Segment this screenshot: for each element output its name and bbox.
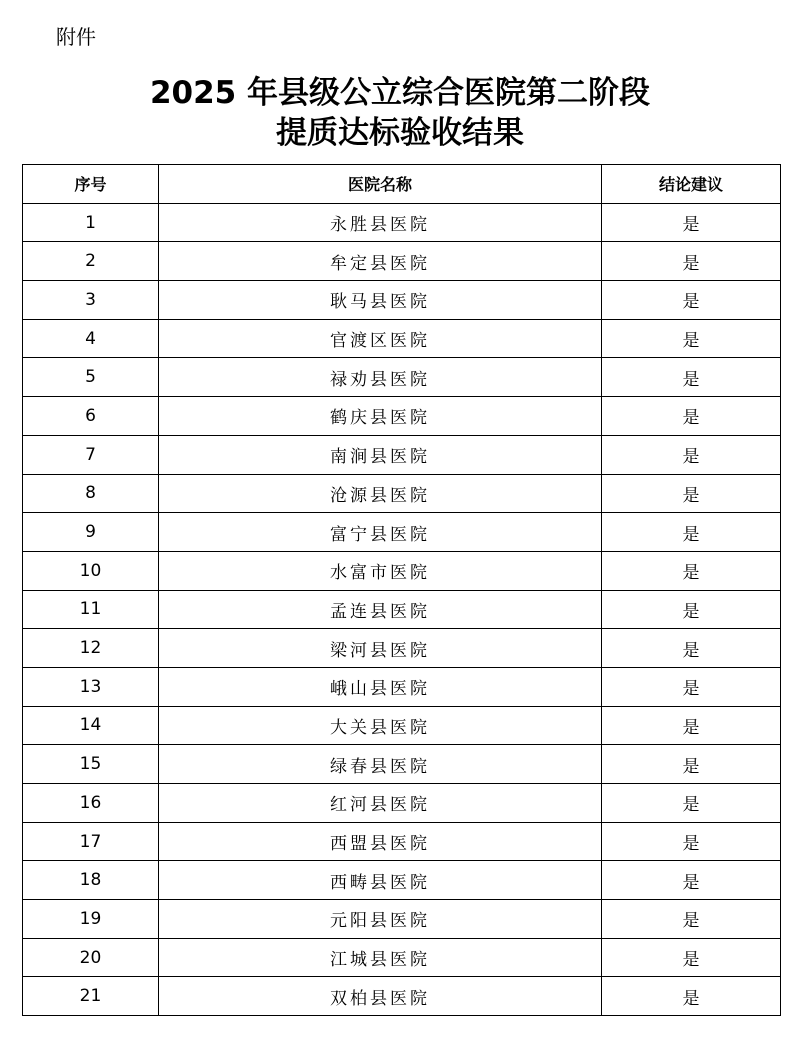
row-index: 13	[23, 667, 159, 706]
document-title	[0, 74, 800, 154]
row-conclusion: 是	[602, 513, 781, 552]
table-row	[23, 667, 781, 706]
row-hospital-name: 水富市医院	[159, 551, 602, 590]
table-row	[23, 590, 781, 629]
row-hospital-name: 孟连县医院	[159, 590, 602, 629]
row-hospital-name: 峨山县医院	[159, 667, 602, 706]
row-hospital-name: 牟定县医院	[159, 242, 602, 281]
table-header-row	[23, 165, 781, 204]
row-index: 6	[23, 397, 159, 436]
table-row	[23, 784, 781, 823]
row-index: 7	[23, 435, 159, 474]
row-hospital-name: 沧源县医院	[159, 474, 602, 513]
row-conclusion: 是	[602, 938, 781, 977]
table-row	[23, 242, 781, 281]
table-row	[23, 513, 781, 552]
row-index: 14	[23, 706, 159, 745]
row-conclusion: 是	[602, 435, 781, 474]
row-conclusion: 是	[602, 242, 781, 281]
table-row	[23, 629, 781, 668]
row-conclusion: 是	[602, 977, 781, 1016]
header-hospital-name: 医院名称	[159, 165, 602, 204]
table-row	[23, 203, 781, 242]
row-conclusion: 是	[602, 319, 781, 358]
table-row	[23, 822, 781, 861]
row-hospital-name: 南涧县医院	[159, 435, 602, 474]
row-index: 15	[23, 745, 159, 784]
row-conclusion: 是	[602, 861, 781, 900]
row-hospital-name: 江城县医院	[159, 938, 602, 977]
row-index: 11	[23, 590, 159, 629]
title-line-1: 2025 年县级公立综合医院第二阶段	[149, 75, 651, 111]
title-line-2: 提质达标验收结果	[276, 115, 524, 151]
row-index: 20	[23, 938, 159, 977]
row-conclusion: 是	[602, 667, 781, 706]
row-conclusion: 是	[602, 706, 781, 745]
table-row	[23, 706, 781, 745]
row-conclusion: 是	[602, 474, 781, 513]
row-index: 19	[23, 900, 159, 939]
row-index: 8	[23, 474, 159, 513]
row-index: 1	[23, 203, 159, 242]
table-row	[23, 977, 781, 1016]
row-index: 5	[23, 358, 159, 397]
row-index: 16	[23, 784, 159, 823]
row-index: 9	[23, 513, 159, 552]
row-index: 12	[23, 629, 159, 668]
row-hospital-name: 耿马县医院	[159, 281, 602, 320]
row-hospital-name: 富宁县医院	[159, 513, 602, 552]
row-index: 3	[23, 281, 159, 320]
row-index: 2	[23, 242, 159, 281]
row-hospital-name: 绿春县医院	[159, 745, 602, 784]
table-row	[23, 474, 781, 513]
table-row	[23, 319, 781, 358]
table-row	[23, 358, 781, 397]
row-conclusion: 是	[602, 590, 781, 629]
row-index: 18	[23, 861, 159, 900]
attachment-label: 附件	[56, 25, 96, 49]
header-conclusion: 结论建议	[602, 165, 781, 204]
row-conclusion: 是	[602, 745, 781, 784]
row-hospital-name: 永胜县医院	[159, 203, 602, 242]
table-row	[23, 397, 781, 436]
row-index: 17	[23, 822, 159, 861]
table-row	[23, 745, 781, 784]
table-row	[23, 900, 781, 939]
row-hospital-name: 西畴县医院	[159, 861, 602, 900]
row-conclusion: 是	[602, 551, 781, 590]
table-row	[23, 551, 781, 590]
row-conclusion: 是	[602, 203, 781, 242]
header-index: 序号	[23, 165, 159, 204]
row-hospital-name: 元阳县医院	[159, 900, 602, 939]
row-conclusion: 是	[602, 281, 781, 320]
row-index: 10	[23, 551, 159, 590]
row-hospital-name: 梁河县医院	[159, 629, 602, 668]
row-hospital-name: 禄劝县医院	[159, 358, 602, 397]
table-row	[23, 281, 781, 320]
table-row	[23, 435, 781, 474]
row-conclusion: 是	[602, 358, 781, 397]
table-row	[23, 861, 781, 900]
row-conclusion: 是	[602, 822, 781, 861]
table-row	[23, 938, 781, 977]
row-hospital-name: 双柏县医院	[159, 977, 602, 1016]
row-index: 21	[23, 977, 159, 1016]
row-index: 4	[23, 319, 159, 358]
row-conclusion: 是	[602, 900, 781, 939]
row-conclusion: 是	[602, 784, 781, 823]
row-hospital-name: 红河县医院	[159, 784, 602, 823]
row-conclusion: 是	[602, 397, 781, 436]
results-table	[22, 164, 781, 1016]
row-conclusion: 是	[602, 629, 781, 668]
row-hospital-name: 西盟县医院	[159, 822, 602, 861]
row-hospital-name: 鹤庆县医院	[159, 397, 602, 436]
row-hospital-name: 官渡区医院	[159, 319, 602, 358]
row-hospital-name: 大关县医院	[159, 706, 602, 745]
